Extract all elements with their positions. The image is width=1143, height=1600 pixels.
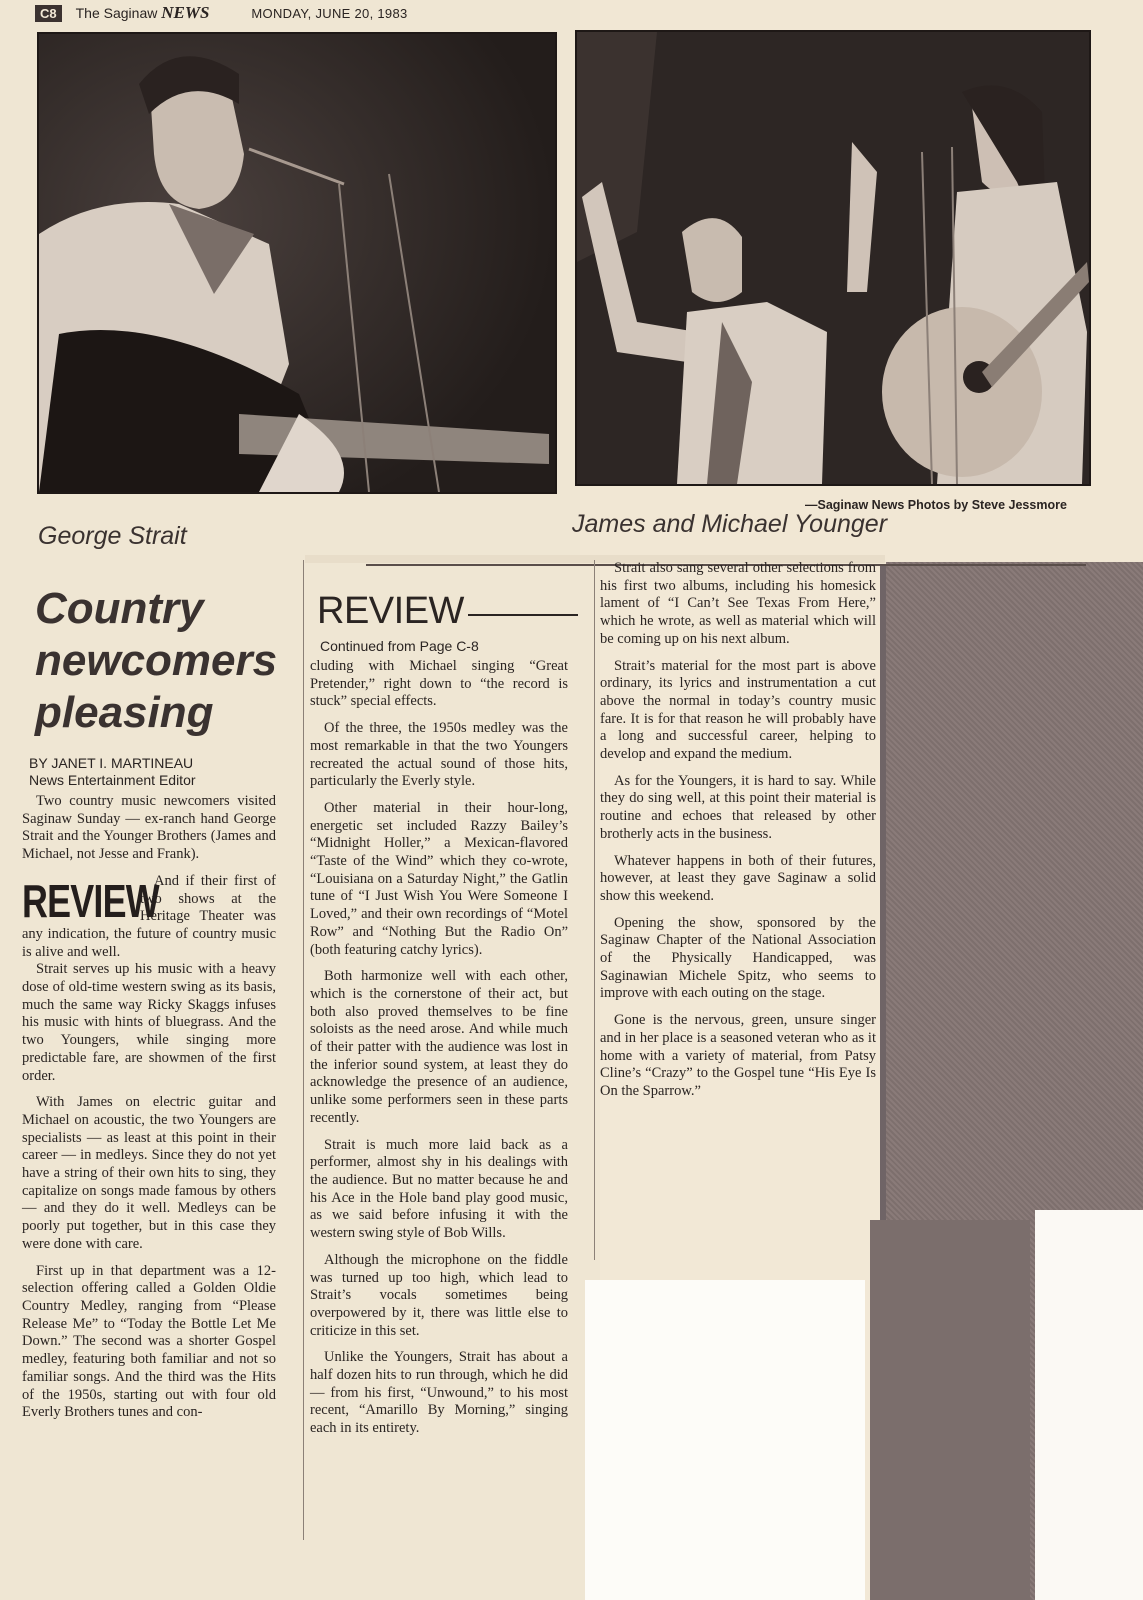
paragraph: Two country music newcomers visited Saginaw Sunday — ex-ranch hand George Strait and the Younger Brothers (James and Michael, not Jesse and Frank). (22, 793, 276, 863)
caption-younger-brothers: James and Michael Younger (572, 510, 888, 538)
photo-younger-brothers (575, 30, 1091, 486)
byline-title: News Entertainment Editor (29, 772, 196, 788)
issue-date: MONDAY, JUNE 20, 1983 (251, 5, 408, 21)
photo-credit: —Saginaw News Photos by Steve Jessmore (805, 498, 1067, 512)
article-column-2 (310, 658, 568, 1447)
paragraph: Of the three, the 1950s medley was the most remarkable in that the two Youngers recreated the actual sound of those hits, particularly the Everly style. (310, 720, 568, 790)
paragraph: With James on electric guitar and Michael on acoustic, the two Youngers are specialists — as least at this point in their career — in medleys. Since they do not yet have a string of their own hits to sing, they capitalize on songs made famous by others — and they do it well. Medleys can be poorly put together, but in this case they were done with care. (22, 1094, 276, 1252)
paragraph: Strait serves up his music with a heavy dose of old-time western swing as its basis, much the same way Ricky Skaggs infuses his music with hints of bluegrass. And the two Youngers, while singing more predictable fare, are showmen of the first order. (22, 961, 276, 1084)
article-column-1 (22, 793, 276, 1431)
jump-headline-rule (468, 614, 578, 616)
paper-prefix: The Saginaw (75, 5, 158, 21)
byline-author: BY JANET I. MARTINEAU (29, 755, 194, 771)
paragraph: Strait’s material for the most part is above ordinary, its lyrics and instrumentation a cut above the normal in today’s country music fare. It is for that reason he will probably have a long and successful career, helping to develop and expand the medium. (600, 657, 876, 763)
white-card-edge (1035, 1210, 1143, 1600)
paragraph: Both harmonize well with each other, which is the cornerstone of their act, but both also proved themselves to be fine soloists as the need arose. And while much of their patter with the audience was lost in the inferior sound system, at least they do acknowledge the presence of an audience, unlike some performers seen in these parts recently. (310, 968, 568, 1126)
paragraph: Whatever happens in both of their futures, however, at least they gave Saginaw a solid show this weekend. (600, 852, 876, 904)
continued-line: Continued from Page C-8 (320, 638, 479, 654)
fabric-background-lower (870, 1220, 1030, 1600)
paragraph: As for the Youngers, it is hard to say. While they do sing well, at this point their material is routine and echoes that released by other brotherly acts in the business. (600, 772, 876, 842)
paragraph: Although the microphone on the fiddle was turned up too high, which lead to Strait’s vocals sometimes being overpowered by it, there was little else to criticize in this set. (310, 1251, 568, 1339)
column-divider (594, 560, 595, 1260)
paragraph: Other material in their hour-long, energetic set included Razzy Bailey’s “Midnight Holler,” a Mexican-flavored “Taste of the Wind” which they co-wrote, “Louisiana on a Saturday Night,” the Gatlin tune of “I Just Wish You Were Someone I Loved,” and their own recordings of “Motel Row” and “Nothing But the Radio On” (both featuring catchy lyrics). (310, 799, 568, 958)
paragraph: Gone is the nervous, green, unsure singer and in her place is a seasoned veteran who as it home with a variety of material, from Patsy Cline’s “Crazy” to the Gospel tune “His Eye Is On the Sparrow.” (600, 1012, 876, 1099)
paragraph: Strait is much more laid back as a performer, almost shy in his dealings with the audience. But no matter because he and his Ace in the Hole band play good music, as we said before infusing it with the western swing style of Bob Wills. (310, 1136, 568, 1242)
photo-george-strait (37, 32, 557, 494)
paragraph: And if their first of two shows at the Heritage Theater was any indication, the future of country music is alive and well. (22, 872, 276, 960)
jump-headline: REVIEW (317, 590, 464, 632)
paragraph: Strait also sang several other selections from his first two albums, including his homesick lament of “I Can’t See Texas From Here,” which he wrote, as well as material which will be coming up on his next album. (600, 560, 876, 647)
article-headline: Country newcomers pleasing (35, 584, 278, 737)
paragraph: Unlike the Youngers, Strait has about a half dozen hits to run through, which he did — from his first, “Unwound,” to his most recent, “Amarillo By Morning,” singing each in its entirety. (310, 1349, 568, 1437)
paragraph: Opening the show, sponsored by the Saginaw Chapter of the National Association of the Physically Handicapped, was Saginawian Michele Spitz, who seems to improve with each outing on the stage. (600, 914, 876, 1002)
caption-george-strait: George Strait (38, 522, 187, 550)
paragraph: First up in that department was a 12-selection offering called a Golden Oldie Country Medley, ranging from “Please Release Me” to “Today the Bottle Let Me Down.” The second was a shorter Gospel medley, featuring both familiar and not so familiar songs. And the third was the Hits of the 1950s, starting out with four old Everly Brothers tunes and con- (22, 1262, 276, 1421)
byline (29, 755, 196, 789)
paper-title: NEWS (161, 3, 210, 22)
paper-name (76, 3, 210, 23)
photo-younger-brothers-image (577, 32, 1089, 484)
masthead (35, 0, 408, 26)
article-column-3 (600, 560, 876, 1110)
paragraph: cluding with Michael singing “Great Pretender,” right down to “the record is stuck” special effects. (310, 658, 568, 710)
white-paper-scrap (585, 1280, 865, 1600)
column-divider (303, 560, 304, 1540)
page-number: C8 (35, 5, 62, 22)
photo-george-strait-image (39, 34, 555, 492)
review-logo: REVIEW (22, 874, 159, 927)
